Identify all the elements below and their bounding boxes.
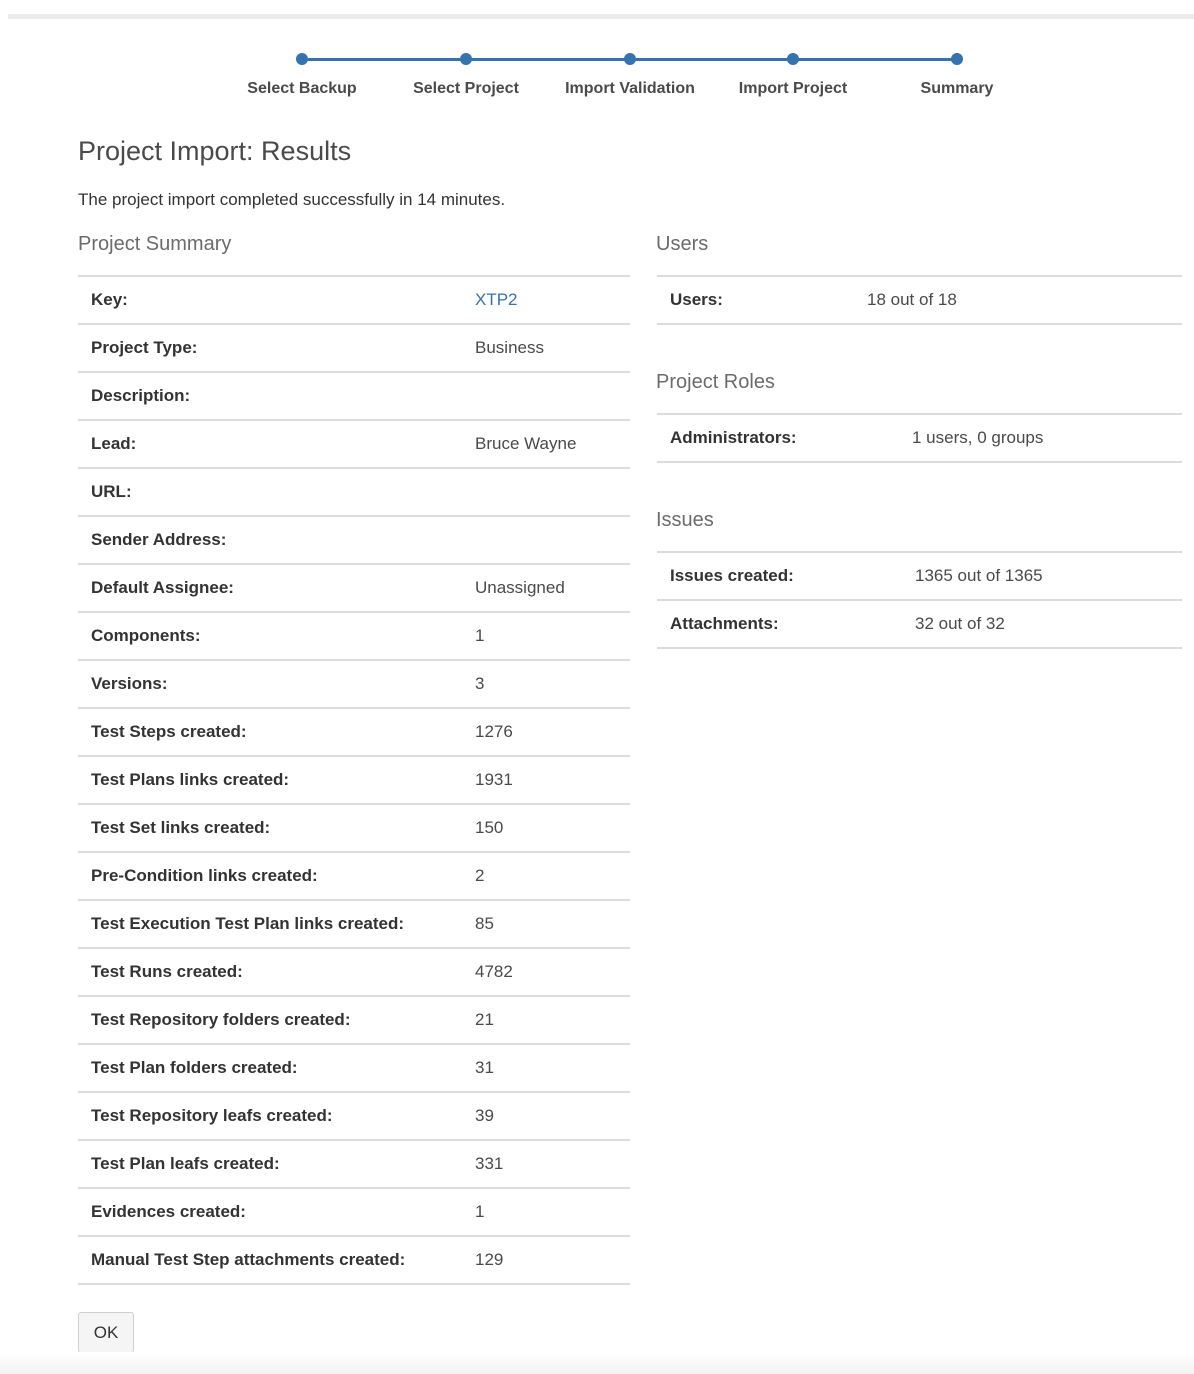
row-value	[475, 516, 630, 564]
table-row	[78, 804, 630, 852]
issues-table	[657, 551, 1182, 649]
row-value: Unassigned	[475, 578, 565, 597]
row-label: Test Repository leafs created:	[91, 1106, 333, 1125]
row-value: 129	[475, 1250, 504, 1269]
row-value: 1	[475, 626, 485, 645]
row-label: Attachments:	[670, 614, 779, 633]
step-dot	[460, 53, 472, 65]
step-import-validation	[548, 50, 712, 98]
row-value	[475, 372, 630, 420]
step-select-project	[384, 50, 548, 98]
project-key-link[interactable]: XTP2	[475, 290, 518, 309]
table-row	[78, 516, 630, 564]
row-value: 1365 out of 1365	[915, 566, 1043, 585]
table-row	[78, 756, 630, 804]
row-value: 32 out of 32	[915, 614, 1005, 633]
step-label: Import Validation	[565, 80, 695, 97]
project-summary-heading: Project Summary	[78, 233, 232, 255]
step-import-project	[711, 50, 875, 98]
table-row	[78, 996, 630, 1044]
row-value: 3	[475, 674, 485, 693]
users-table	[657, 275, 1182, 325]
top-divider	[8, 14, 1194, 19]
row-label: Components:	[91, 626, 201, 645]
row-value: Bruce Wayne	[475, 434, 577, 453]
row-value: 18 out of 18	[867, 290, 957, 309]
table-row	[78, 1188, 630, 1236]
table-row	[78, 420, 630, 468]
row-label: Evidences created:	[91, 1202, 246, 1221]
table-row	[78, 612, 630, 660]
table-row	[78, 948, 630, 996]
project-summary-table	[78, 275, 630, 1285]
row-value: 4782	[475, 962, 513, 981]
row-value: 331	[475, 1154, 504, 1173]
step-dot	[787, 53, 799, 65]
row-label: Administrators:	[670, 428, 797, 447]
row-value: Business	[475, 338, 544, 357]
row-value: 150	[475, 818, 504, 837]
step-label: Summary	[920, 80, 994, 97]
table-row	[78, 1092, 630, 1140]
table-row	[78, 468, 630, 516]
row-label: Project Type:	[91, 338, 198, 357]
row-value: 1931	[475, 770, 513, 789]
table-row	[78, 900, 630, 948]
step-select-backup	[220, 50, 384, 98]
row-label: Test Set links created:	[91, 818, 271, 837]
table-row	[78, 372, 630, 420]
row-label: Lead:	[91, 434, 137, 453]
row-label: Test Plans links created:	[91, 770, 290, 789]
row-label: Sender Address:	[91, 530, 227, 549]
step-label: Select Backup	[247, 80, 357, 97]
row-label: Description:	[91, 386, 191, 405]
row-label: Test Runs created:	[91, 962, 243, 981]
users-heading: Users	[656, 233, 709, 255]
table-row	[78, 660, 630, 708]
row-label: Test Plan leafs created:	[91, 1154, 280, 1173]
step-label: Import Project	[738, 80, 848, 97]
step-dot	[951, 53, 963, 65]
table-row	[78, 324, 630, 372]
table-row	[78, 708, 630, 756]
project-roles-heading: Project Roles	[656, 371, 775, 393]
row-value: 1276	[475, 722, 513, 741]
step-label: Select Project	[413, 80, 519, 97]
row-value: 39	[475, 1106, 494, 1125]
table-row	[657, 552, 1182, 600]
row-value	[475, 468, 630, 516]
page-title: Project Import: Results	[78, 136, 352, 166]
row-label: Test Repository folders created:	[91, 1010, 351, 1029]
table-row	[78, 1044, 630, 1092]
project-summary-rows	[78, 276, 630, 1284]
table-row	[78, 564, 630, 612]
table-row	[657, 414, 1182, 462]
table-row	[657, 600, 1182, 648]
step-dot	[624, 53, 636, 65]
issues-heading: Issues	[656, 509, 714, 531]
bottom-edge	[0, 1352, 1194, 1374]
row-label: Test Execution Test Plan links created:	[91, 914, 405, 933]
row-value: 85	[475, 914, 494, 933]
row-value: 1 users, 0 groups	[912, 428, 1044, 447]
table-row	[78, 276, 630, 324]
table-row	[657, 276, 1182, 324]
row-label: Key:	[91, 290, 128, 309]
row-value: 31	[475, 1058, 494, 1077]
row-label: Pre-Condition links created:	[91, 866, 318, 885]
table-row	[78, 1236, 630, 1284]
result-message: The project import completed successfully in 14 minutes.	[78, 190, 506, 209]
row-label: Manual Test Step attachments created:	[91, 1250, 406, 1269]
table-row	[78, 1140, 630, 1188]
row-value: 1	[475, 1202, 485, 1221]
row-label: Default Assignee:	[91, 578, 234, 597]
row-value	[475, 276, 630, 324]
ok-button[interactable]: OK	[78, 1312, 134, 1353]
row-value: 21	[475, 1010, 494, 1029]
step-summary	[875, 50, 1039, 98]
row-label: Test Plan folders created:	[91, 1058, 298, 1077]
row-label: Users:	[670, 290, 723, 309]
row-value: 2	[475, 866, 485, 885]
progress-tracker	[220, 50, 1040, 110]
step-dot	[296, 53, 308, 65]
project-roles-table	[657, 413, 1182, 463]
row-label: Test Steps created:	[91, 722, 247, 741]
row-label: Versions:	[91, 674, 168, 693]
row-label: URL:	[91, 482, 132, 501]
table-row	[78, 852, 630, 900]
row-label: Issues created:	[670, 566, 794, 585]
